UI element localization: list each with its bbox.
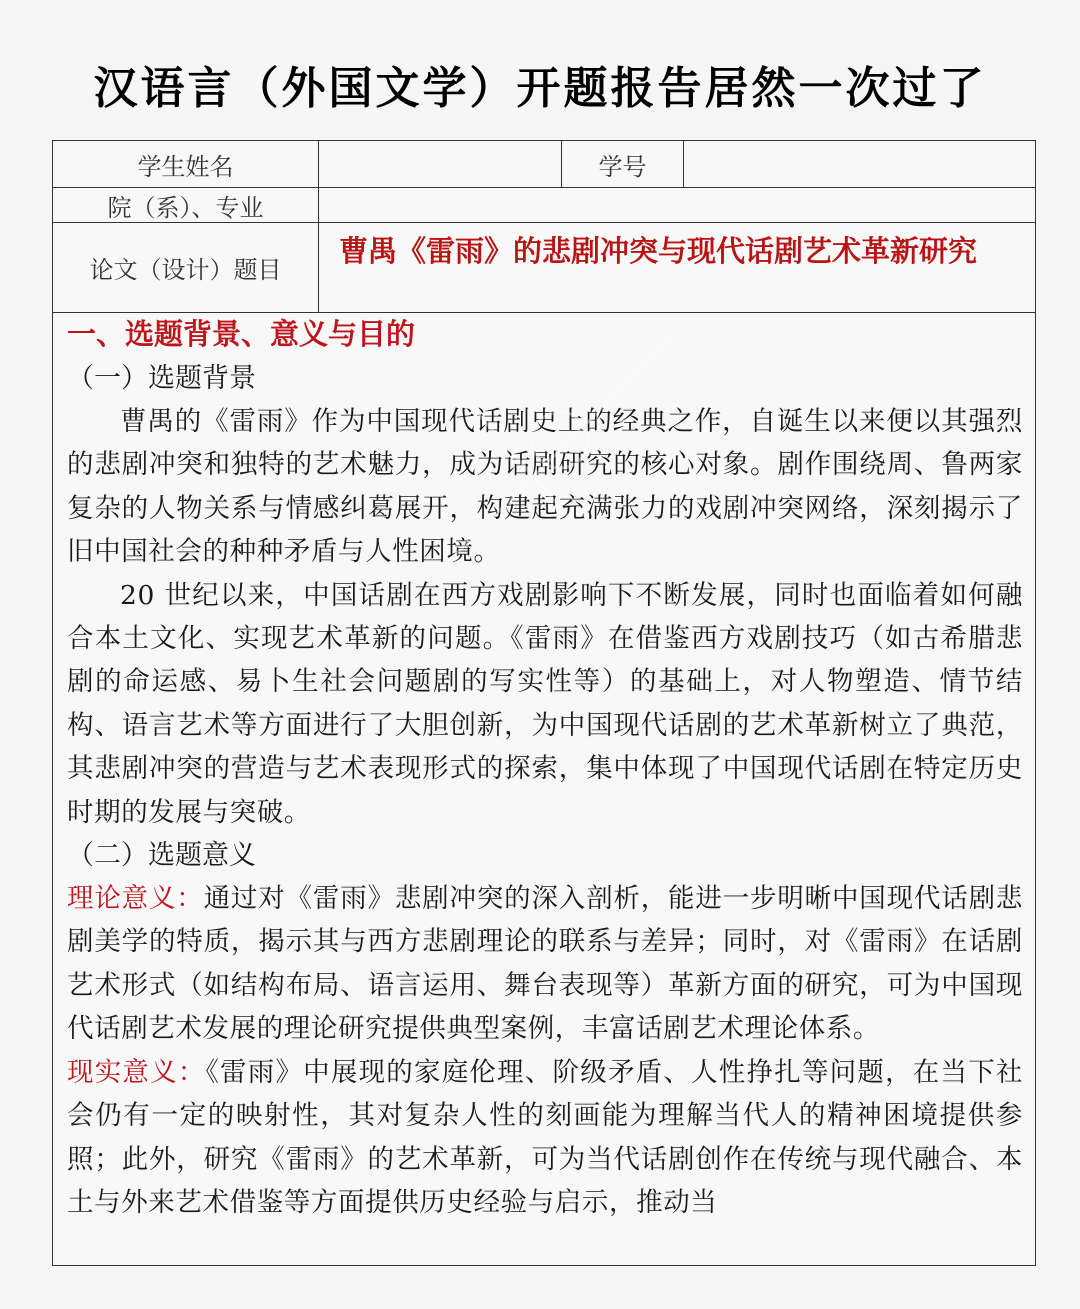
row-department — [53, 188, 1035, 223]
proposal-form-table — [52, 140, 1036, 1266]
thesis-title-value: 曹禺《雷雨》的悲剧冲突与现代话剧艺术革新研究 — [339, 234, 978, 268]
row-student-info — [53, 141, 1035, 188]
department-value — [319, 188, 1035, 222]
theory-significance-paragraph — [67, 877, 1023, 1051]
row-thesis-title — [53, 223, 1035, 313]
significance-heading: （二）选题意义 — [67, 840, 256, 872]
page-title: 汉语言（外国文学）开题报告居然一次过了 — [93, 63, 987, 114]
background-paragraph-2: 20 世纪以来，中国话剧在西方戏剧影响下不断发展，同时也面临着如何融合本土文化、实现艺术革新的问题。《雷雨》在借鉴西方戏剧技巧（如古希腊悲剧的命运感、易卜生社会问题剧的写实性等）的基础上，对人物塑造、情节结构、语言艺术等方面进行了大胆创新，为中国现代话剧的艺术革新树立了典范，其悲剧冲突的营造与艺术表现形式的探索，集中体现了中国现代话剧在特定历史时期的发展与突破。 — [67, 579, 1023, 828]
section-heading: 一、选题背景、意义与目的 — [67, 317, 416, 351]
background-heading: （一）选题背景 — [67, 363, 256, 394]
background-paragraph-1: 曹禺的《雷雨》作为中国现代话剧史上的经典之作，自诞生以来便以其强烈的悲剧冲突和独特的艺术魅力，成为话剧研究的核心对象。剧作围绕周、鲁两家复杂的人物关系与情感纠葛展开，构建起充满张力的戏剧冲突网络，深刻揭示了旧中国社会的种种矛盾与人性困境。 — [67, 406, 1023, 568]
student-name-label: 学生姓名 — [53, 141, 319, 187]
thesis-title-label: 论文（设计）题目 — [53, 223, 319, 312]
section-background-significance — [53, 313, 1035, 1224]
student-id-label: 学号 — [562, 141, 684, 187]
department-label: 院（系）、专业 — [53, 188, 319, 222]
practical-significance-text: 《雷雨》中展现的家庭伦理、阶级矛盾、人性挣扎等问题，在当下社会仍有一定的映射性，其对复杂人性的刻画能为理解当代人的精神困境提供参照；此外，研究《雷雨》的艺术革新，可为当代话剧创作在传统与现代融合、本土与外来艺术借鉴等方面提供历史经验与启示，推动当 — [67, 1056, 1024, 1218]
student-name-value — [319, 141, 562, 187]
theory-significance-label: 理论意义： — [67, 883, 204, 915]
practical-significance-label: 现实意义： — [67, 1056, 206, 1088]
practical-significance-paragraph — [67, 1051, 1023, 1225]
student-id-value — [684, 141, 1035, 187]
theory-significance-text: 通过对《雷雨》悲剧冲突的深入剖析，能进一步明晰中国现代话剧悲剧美学的特质，揭示其与西方悲剧理论的联系与差异；同时，对《雷雨》在话剧艺术形式（如结构布局、语言运用、舞台表现等）革新方面的研究，可为中国现代话剧艺术发展的理论研究提供典型案例，丰富话剧艺术理论体系。 — [67, 883, 1024, 1045]
